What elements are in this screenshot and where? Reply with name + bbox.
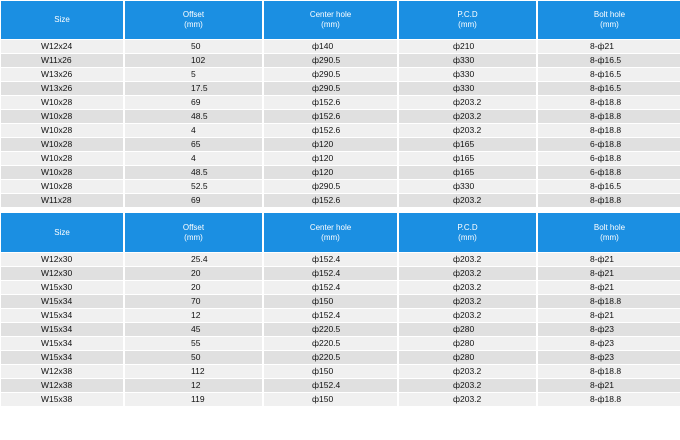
pcd-cell: ф203.2 (399, 309, 536, 322)
offset-cell: 4 (125, 124, 262, 137)
pcd-cell: ф203.2 (399, 281, 536, 294)
table1-body (1, 40, 680, 207)
col-pcd-header: P.C.D (mm) (399, 1, 536, 39)
size-cell: W10x28 (1, 110, 123, 123)
center-hole-cell: ф152.4 (264, 253, 397, 266)
size-cell: W10x28 (1, 96, 123, 109)
size-cell: W10x28 (1, 180, 123, 193)
center-hole-cell: ф120 (264, 152, 397, 165)
table-row (1, 295, 680, 308)
offset-cell: 48.5 (125, 110, 262, 123)
pcd-cell: ф165 (399, 138, 536, 151)
center-hole-cell: ф220.5 (264, 351, 397, 364)
bolt-hole-cell: 8-ф18.8 (538, 295, 680, 308)
pcd-cell: ф165 (399, 166, 536, 179)
table-row (1, 337, 680, 350)
pcd-cell: ф203.2 (399, 379, 536, 392)
size-cell: W10x28 (1, 152, 123, 165)
center-hole-cell: ф152.4 (264, 309, 397, 322)
table-row (1, 68, 680, 81)
offset-cell: 17.5 (125, 82, 262, 95)
table-row (1, 96, 680, 109)
size-cell: W15x38 (1, 393, 123, 406)
offset-cell: 50 (125, 40, 262, 53)
size-cell: W12x24 (1, 40, 123, 53)
center-hole-cell: ф152.6 (264, 96, 397, 109)
table-row (1, 152, 680, 165)
pcd-cell: ф203.2 (399, 393, 536, 406)
offset-cell: 52.5 (125, 180, 262, 193)
pcd-cell: ф280 (399, 351, 536, 364)
table-row (1, 323, 680, 336)
table-row (1, 138, 680, 151)
table-row (1, 180, 680, 193)
offset-cell: 12 (125, 309, 262, 322)
offset-cell: 70 (125, 295, 262, 308)
offset-cell: 65 (125, 138, 262, 151)
bolt-hole-cell: 8-ф21 (538, 281, 680, 294)
pcd-cell: ф165 (399, 152, 536, 165)
table-row (1, 365, 680, 378)
pcd-cell: ф203.2 (399, 295, 536, 308)
table-row (1, 267, 680, 280)
pcd-cell: ф330 (399, 180, 536, 193)
bolt-hole-cell: 8-ф21 (538, 267, 680, 280)
bolt-hole-cell: 8-ф16.5 (538, 82, 680, 95)
center-hole-cell: ф152.6 (264, 110, 397, 123)
offset-cell: 112 (125, 365, 262, 378)
bolt-hole-cell: 6-ф18.8 (538, 138, 680, 151)
size-cell: W12x30 (1, 267, 123, 280)
table2-body (1, 253, 680, 406)
center-hole-cell: ф152.4 (264, 379, 397, 392)
table-row (1, 54, 680, 67)
col-bolt-hole-header: Bolt hole (mm) (538, 213, 680, 252)
center-hole-cell: ф220.5 (264, 337, 397, 350)
table-row (1, 309, 680, 322)
center-hole-cell: ф290.5 (264, 82, 397, 95)
table-row (1, 379, 680, 392)
size-cell: W12x30 (1, 253, 123, 266)
table-row (1, 253, 680, 266)
center-hole-cell: ф150 (264, 365, 397, 378)
pcd-cell: ф203.2 (399, 124, 536, 137)
size-cell: W12x38 (1, 365, 123, 378)
offset-cell: 50 (125, 351, 262, 364)
col-offset-header: Offset (mm) (125, 213, 262, 252)
pcd-cell: ф203.2 (399, 253, 536, 266)
pcd-cell: ф330 (399, 68, 536, 81)
col-size-header: Size (1, 213, 123, 252)
size-cell: W13x26 (1, 82, 123, 95)
center-hole-cell: ф152.6 (264, 124, 397, 137)
bolt-hole-cell: 8-ф18.8 (538, 365, 680, 378)
offset-cell: 45 (125, 323, 262, 336)
bolt-hole-cell: 8-ф18.8 (538, 124, 680, 137)
pcd-cell: ф203.2 (399, 365, 536, 378)
size-cell: W15x34 (1, 351, 123, 364)
table-row (1, 82, 680, 95)
size-cell: W10x28 (1, 166, 123, 179)
bolt-hole-cell: 6-ф18.8 (538, 166, 680, 179)
center-hole-cell: ф220.5 (264, 323, 397, 336)
center-hole-cell: ф152.6 (264, 194, 397, 207)
center-hole-cell: ф150 (264, 393, 397, 406)
offset-cell: 48.5 (125, 166, 262, 179)
size-cell: W15x30 (1, 281, 123, 294)
bolt-hole-cell: 8-ф16.5 (538, 180, 680, 193)
size-cell: W13x26 (1, 68, 123, 81)
bolt-hole-cell: 8-ф21 (538, 379, 680, 392)
table-row (1, 281, 680, 294)
size-cell: W15x34 (1, 309, 123, 322)
offset-cell: 69 (125, 194, 262, 207)
table-row (1, 124, 680, 137)
pcd-cell: ф203.2 (399, 96, 536, 109)
pcd-cell: ф280 (399, 337, 536, 350)
bolt-hole-cell: 8-ф18.8 (538, 110, 680, 123)
pcd-cell: ф330 (399, 82, 536, 95)
center-hole-cell: ф140 (264, 40, 397, 53)
table-row (1, 351, 680, 364)
center-hole-cell: ф120 (264, 138, 397, 151)
bolt-hole-cell: 6-ф18.8 (538, 152, 680, 165)
offset-cell: 5 (125, 68, 262, 81)
pcd-cell: ф203.2 (399, 110, 536, 123)
table2-header (1, 213, 680, 252)
offset-cell: 12 (125, 379, 262, 392)
size-cell: W11x28 (1, 194, 123, 207)
center-hole-cell: ф290.5 (264, 180, 397, 193)
center-hole-cell: ф152.4 (264, 267, 397, 280)
bolt-hole-cell: 8-ф21 (538, 309, 680, 322)
table-row (1, 40, 680, 53)
size-cell: W15x34 (1, 295, 123, 308)
offset-cell: 55 (125, 337, 262, 350)
pcd-cell: ф203.2 (399, 194, 536, 207)
table-row (1, 194, 680, 207)
col-center-hole-header: Center hole (mm) (264, 1, 397, 39)
center-hole-cell: ф290.5 (264, 54, 397, 67)
size-cell: W10x28 (1, 124, 123, 137)
bolt-hole-cell: 8-ф18.8 (538, 96, 680, 109)
center-hole-cell: ф290.5 (264, 68, 397, 81)
offset-cell: 20 (125, 281, 262, 294)
bolt-hole-cell: 8-ф23 (538, 337, 680, 350)
bolt-hole-cell: 8-ф23 (538, 351, 680, 364)
offset-cell: 20 (125, 267, 262, 280)
bolt-hole-cell: 8-ф16.5 (538, 68, 680, 81)
bolt-hole-cell: 8-ф18.8 (538, 194, 680, 207)
col-bolt-hole-header: Bolt hole (mm) (538, 1, 680, 39)
bolt-hole-cell: 8-ф18.8 (538, 393, 680, 406)
bolt-hole-cell: 8-ф21 (538, 253, 680, 266)
col-size-header: Size (1, 1, 123, 39)
pcd-cell: ф203.2 (399, 267, 536, 280)
pcd-cell: ф280 (399, 323, 536, 336)
size-cell: W12x38 (1, 379, 123, 392)
offset-cell: 4 (125, 152, 262, 165)
center-hole-cell: ф152.4 (264, 281, 397, 294)
bolt-hole-cell: 8-ф23 (538, 323, 680, 336)
size-cell: W10x28 (1, 138, 123, 151)
offset-cell: 119 (125, 393, 262, 406)
table1-header (1, 1, 680, 39)
table-row (1, 166, 680, 179)
col-offset-header: Offset (mm) (125, 1, 262, 39)
offset-cell: 69 (125, 96, 262, 109)
pcd-cell: ф210 (399, 40, 536, 53)
size-cell: W15x34 (1, 337, 123, 350)
col-pcd-header: P.C.D (mm) (399, 213, 536, 252)
offset-cell: 102 (125, 54, 262, 67)
center-hole-cell: ф120 (264, 166, 397, 179)
center-hole-cell: ф150 (264, 295, 397, 308)
col-center-hole-header: Center hole (mm) (264, 213, 397, 252)
size-cell: W11x26 (1, 54, 123, 67)
size-cell: W15x34 (1, 323, 123, 336)
pcd-cell: ф330 (399, 54, 536, 67)
table-row (1, 393, 680, 406)
bolt-hole-cell: 8-ф16.5 (538, 54, 680, 67)
table-row (1, 110, 680, 123)
offset-cell: 25.4 (125, 253, 262, 266)
bolt-hole-cell: 8-ф21 (538, 40, 680, 53)
